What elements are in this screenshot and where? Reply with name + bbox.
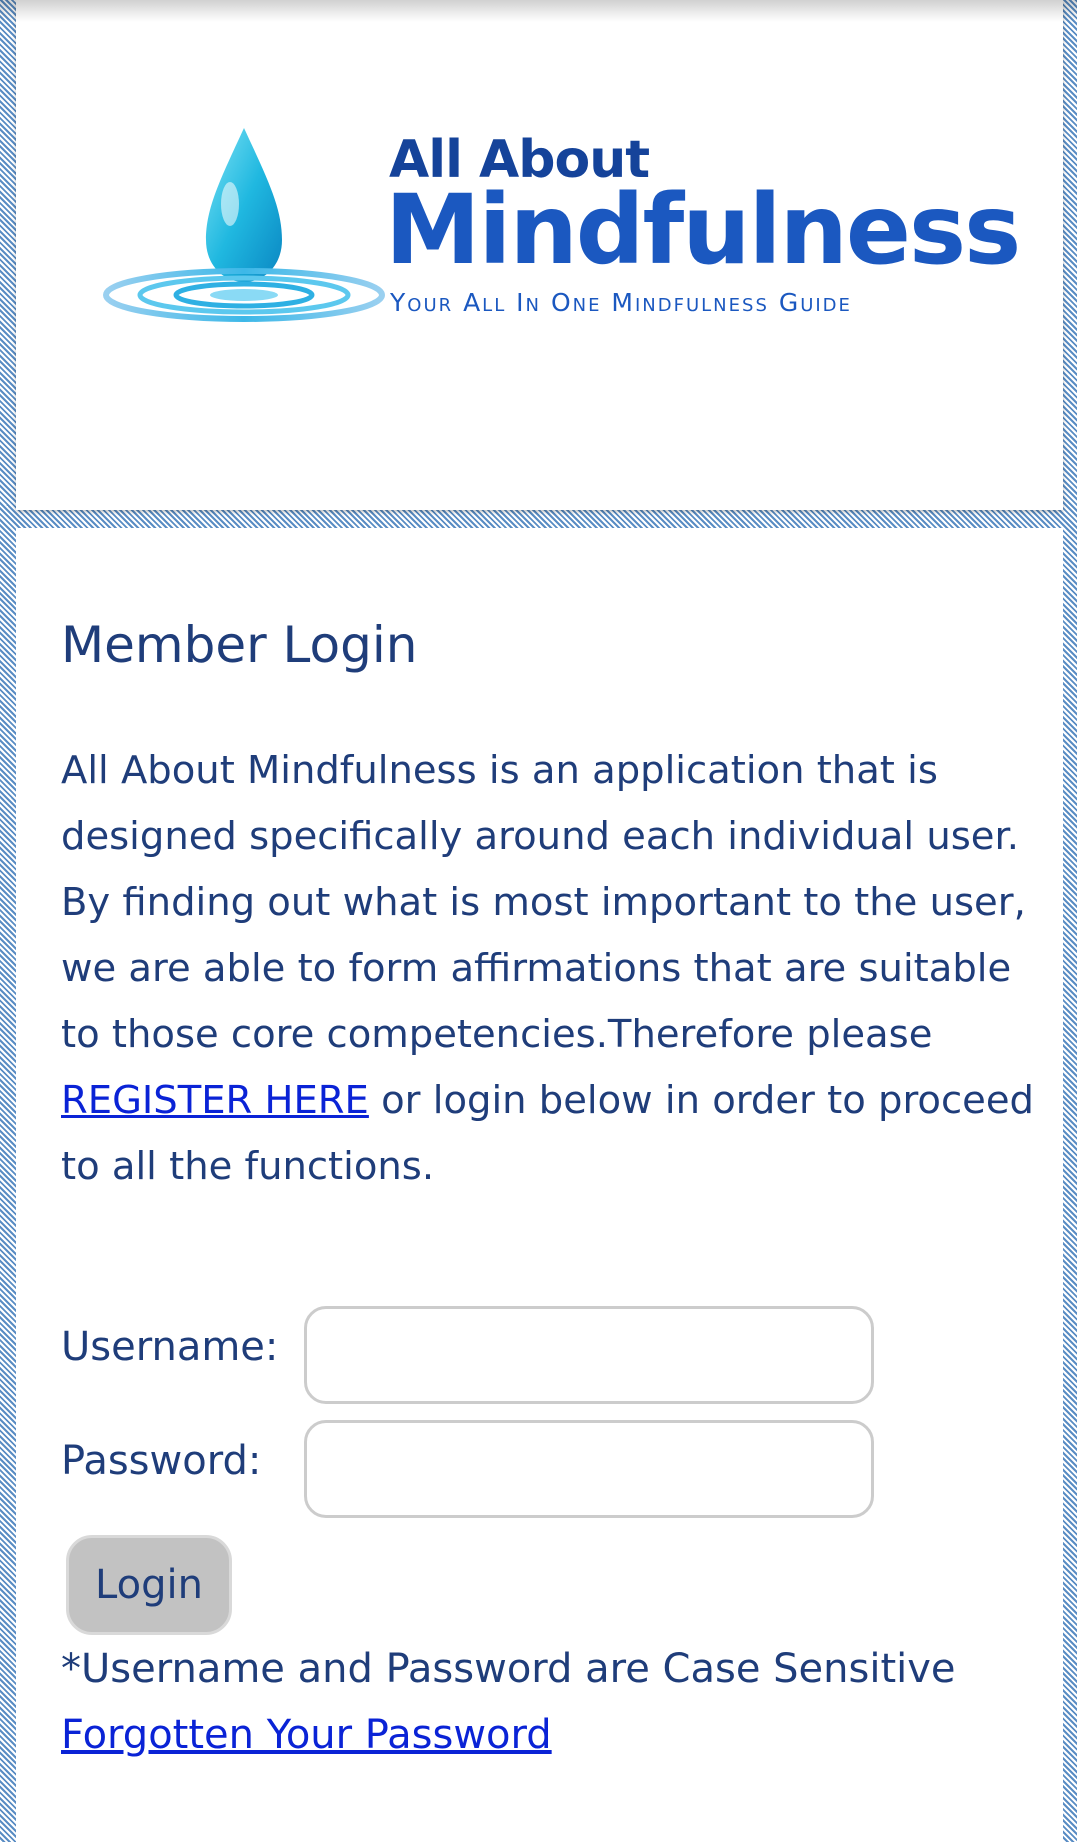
intro-text-end: or login below in order to proceed to all the functions. <box>61 1078 1034 1189</box>
page-title: Member Login <box>61 616 418 674</box>
intro-text: All About Mindfulness is an application that is designed specifically around each individual user. By finding out what is most important to the user, we are able to form affirmations that are suitable to those core competencies.Therefore please <box>61 748 1026 1057</box>
logo-tagline: Your All In One Mindfulness Guide <box>390 288 852 317</box>
header <box>16 0 1063 510</box>
login-button[interactable]: Login <box>66 1535 232 1635</box>
case-sensitive-note: *Username and Password are Case Sensitive <box>61 1646 956 1692</box>
site-logo[interactable] <box>102 122 1022 327</box>
register-link[interactable]: REGISTER HERE <box>61 1078 369 1123</box>
top-shadow <box>0 0 1077 22</box>
username-label: Username: <box>61 1324 279 1370</box>
logo-text-line2: Mindfulness <box>385 174 1020 286</box>
login-panel <box>16 528 1063 1842</box>
forgot-password-link[interactable]: Forgotten Your Password <box>61 1712 552 1758</box>
password-input[interactable] <box>304 1420 874 1518</box>
water-drop-icon <box>102 122 392 327</box>
password-label: Password: <box>61 1438 262 1484</box>
logo-text-line1: All About <box>389 130 650 190</box>
username-input[interactable] <box>304 1306 874 1404</box>
intro-paragraph <box>61 738 1041 1200</box>
